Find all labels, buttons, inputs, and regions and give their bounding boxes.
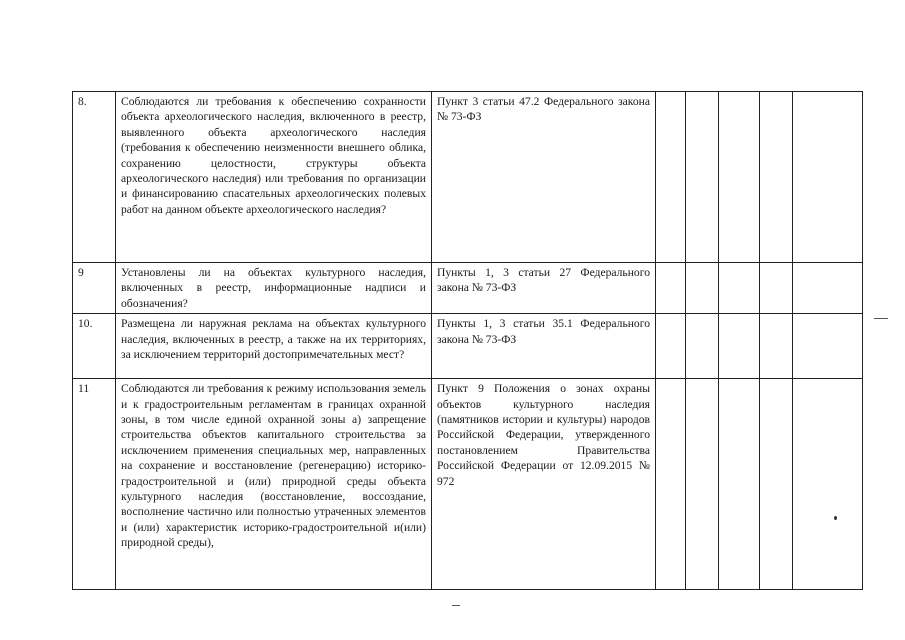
answer-cell-yes — [656, 263, 686, 314]
requirement-question: Размещена ли наружная реклама на объектах культурного наследия, включенных в реестр, а также на их территориях, за исключением территорий достопримечательных мест? — [116, 314, 432, 379]
answer-cell-extra — [760, 379, 793, 590]
legal-reference: Пункты 1, 3 статьи 35.1 Федерального закона № 73-ФЗ — [432, 314, 656, 379]
answer-cell-no — [686, 379, 719, 590]
notes-cell — [793, 379, 863, 590]
requirement-question: Соблюдаются ли требования к режиму использования земель и к градостроительным регламентам в границах охранной зоны, в том числе единой охранной зоны а) запрещение строительства объектов капитального строительства за исключением применения специальных мер, направленных на сохранение и восстановление (регенерацию) историко-градостроительной и (или) природной среды объекта культурного наследия (восстановление, воссоздание, восполнение частично или полностью утраченных элементов и (или) характеристик историко-градостроительной и(или) природной среды), — [116, 379, 432, 590]
scan-speck — [834, 516, 837, 520]
answer-cell-yes — [656, 92, 686, 263]
scan-dash — [452, 605, 460, 606]
answer-cell-not-applicable — [719, 314, 760, 379]
row-number: 10. — [73, 314, 116, 379]
legal-reference: Пункт 3 статьи 47.2 Федерального закона № 73-ФЗ — [432, 92, 656, 263]
answer-cell-no — [686, 263, 719, 314]
answer-cell-extra — [760, 92, 793, 263]
answer-cell-not-applicable — [719, 263, 760, 314]
row-number: 9 — [73, 263, 116, 314]
requirement-question: Соблюдаются ли требования к обеспечению сохранности объекта археологического наследия, включенного в реестр, выявленного объекта археологического наследия (требования к обеспечению неизменности внешнего облика, сохранению целостности, структуры объекта археологического наследия) или требования по организации и финансированию спасательных археологических полевых работ на данном объекте археологического наследия? — [116, 92, 432, 263]
answer-cell-extra — [760, 314, 793, 379]
checklist-table — [72, 91, 863, 590]
notes-cell — [793, 263, 863, 314]
requirement-question: Установлены ли на объектах культурного наследия, включенных в реестр, информационные надписи и обозначения? — [116, 263, 432, 314]
answer-cell-extra — [760, 263, 793, 314]
table-row — [73, 379, 863, 590]
answer-cell-no — [686, 92, 719, 263]
notes-cell — [793, 92, 863, 263]
row-number: 11 — [73, 379, 116, 590]
answer-cell-no — [686, 314, 719, 379]
legal-reference: Пункты 1, 3 статьи 27 Федерального закона № 73-ФЗ — [432, 263, 656, 314]
table-row — [73, 314, 863, 379]
answer-cell-not-applicable — [719, 379, 760, 590]
answer-cell-not-applicable — [719, 92, 760, 263]
row-number: 8. — [73, 92, 116, 263]
notes-cell — [793, 314, 863, 379]
answer-cell-yes — [656, 379, 686, 590]
scan-dash — [874, 318, 888, 319]
table-row — [73, 263, 863, 314]
table-row — [73, 92, 863, 263]
answer-cell-yes — [656, 314, 686, 379]
legal-reference: Пункт 9 Положения о зонах охраны объектов культурного наследия (памятников истории и культуры) народов Российской Федерации, утвержденного постановлением Правительства Российской Федерации от 12.09.2015 № 972 — [432, 379, 656, 590]
